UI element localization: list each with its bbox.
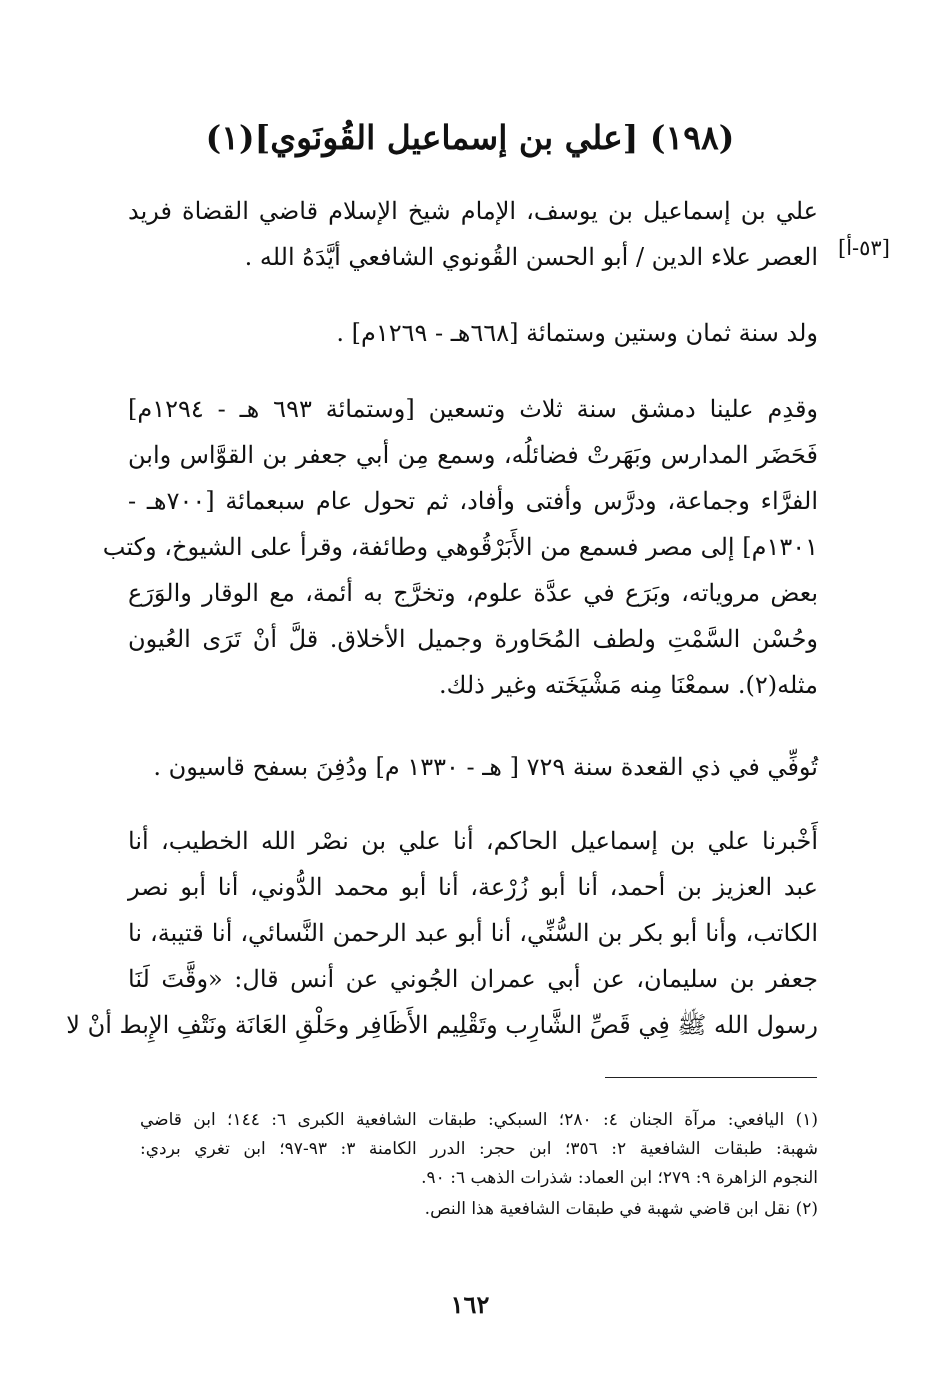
footnote-line: (١) اليافعي: مرآة الجنان ٤: ٢٨٠؛ السبكي: طبقات الشافعية الكبرى ٦: ١٤٤؛ ابن قاضي bbox=[140, 1110, 818, 1130]
text-line: الكاتب، وأنا أبو بكر بن السُّنِّي، أنا أبو عبد الرحمن النَّسائي، أنا قتيبة، نا bbox=[128, 919, 819, 947]
entry-title: (١٩٨) [علي بن إسماعيل القُونَوي](١) bbox=[205, 118, 735, 157]
page-number: ١٦٢ bbox=[450, 1290, 490, 1319]
paragraph-2 bbox=[128, 310, 818, 356]
paragraph-5 bbox=[66, 818, 819, 1048]
text-line: عبد العزيز بن أحمد، أنا أبو زُرْعة، أنا أبو محمد الدُّوني، أنا أبو نصر bbox=[128, 873, 818, 901]
text-line: ١٣٠١م] إلى مصر فسمع من الأَبَرْقُوهي وطائفة، وقرأ على الشيوخ، وكتب bbox=[102, 533, 818, 561]
text-line: فَحَضَر المدارس وبَهَرتْ فضائلُه، وسمع مِن أبي جعفر بن القوَّاس وابن bbox=[128, 441, 818, 469]
text-line: وقدِم علينا دمشق سنة ثلاث وتسعين [وستمائة ٦٩٣ هـ - ١٢٩٤م] bbox=[128, 395, 819, 423]
footnote-divider bbox=[605, 1077, 817, 1078]
text-line: الفرَّاء وجماعة، ودرَّس وأفتى وأفاد، ثم تحول عام سبعمائة [٧٠٠هـ - bbox=[128, 487, 818, 515]
text-line: علي بن إسماعيل بن يوسف، الإمام شيخ الإسلام قاضي القضاة فريد bbox=[128, 197, 818, 225]
text-line: رسول الله ﷺ فِي قَصِّ الشَّارِب وتَقْلِيم الأَظَافِر وحَلْقِ العَانَة ونَتْفِ الإِبط أنْ لا bbox=[66, 1011, 818, 1039]
footnote-line: شهبة: طبقات الشافعية ٢: ٣٥٦؛ ابن حجر: الدرر الكامنة ٣: ٩٣-٩٧؛ ابن تغري بردي: bbox=[140, 1139, 818, 1159]
paragraph-4 bbox=[128, 744, 818, 790]
text-line: ولد سنة ثمان وستين وستمائة [٦٦٨هـ - ١٢٦٩م] . bbox=[336, 319, 818, 347]
text-line: وحُسْن السَّمْتِ ولطف المُحَاورة وجميل الأخلاق. قلَّ أنْ تَرَى العُيون bbox=[128, 625, 818, 653]
paragraph-3 bbox=[102, 386, 819, 708]
margin-reference: [٥٣-أ] bbox=[838, 236, 890, 260]
text-line: مثله(٢). سمعْنَا مِنه مَشْيَخَته وغير ذلك. bbox=[439, 671, 818, 699]
footnote-1 bbox=[140, 1106, 818, 1193]
paragraph-1 bbox=[128, 188, 818, 280]
text-line: أَخْبرنا علي بن إسماعيل الحاكم، أنا علي بن نصْر الله الخطيب، أنا bbox=[128, 827, 818, 855]
footnote-2 bbox=[140, 1195, 818, 1224]
text-line: تُوفِّي في ذي القعدة سنة ٧٢٩ [ هـ - ١٣٣٠ م] ودُفِنَ بسفح قاسيون . bbox=[153, 753, 818, 781]
text-line: العصر علاء الدين / أبو الحسن القُونوي الشافعي أيَّدَهُ الله . bbox=[244, 243, 818, 271]
footnote-line: (٢) نقل ابن قاضي شهبة في طبقات الشافعية هذا النص. bbox=[424, 1199, 818, 1219]
text-line: بعض مروياته، وبَرَع في عدَّة علوم، وتخرَّج به أئمة، مع الوقار والوَرَع bbox=[128, 579, 818, 607]
text-line: جعفر بن سليمان، عن أبي عمران الجُوني عن أنس قال: «وقَّتَ لَنَا bbox=[128, 965, 818, 993]
footnote-line: النجوم الزاهرة ٩: ٢٧٩؛ ابن العماد: شذرات الذهب ٦: ٩٠. bbox=[421, 1168, 818, 1188]
